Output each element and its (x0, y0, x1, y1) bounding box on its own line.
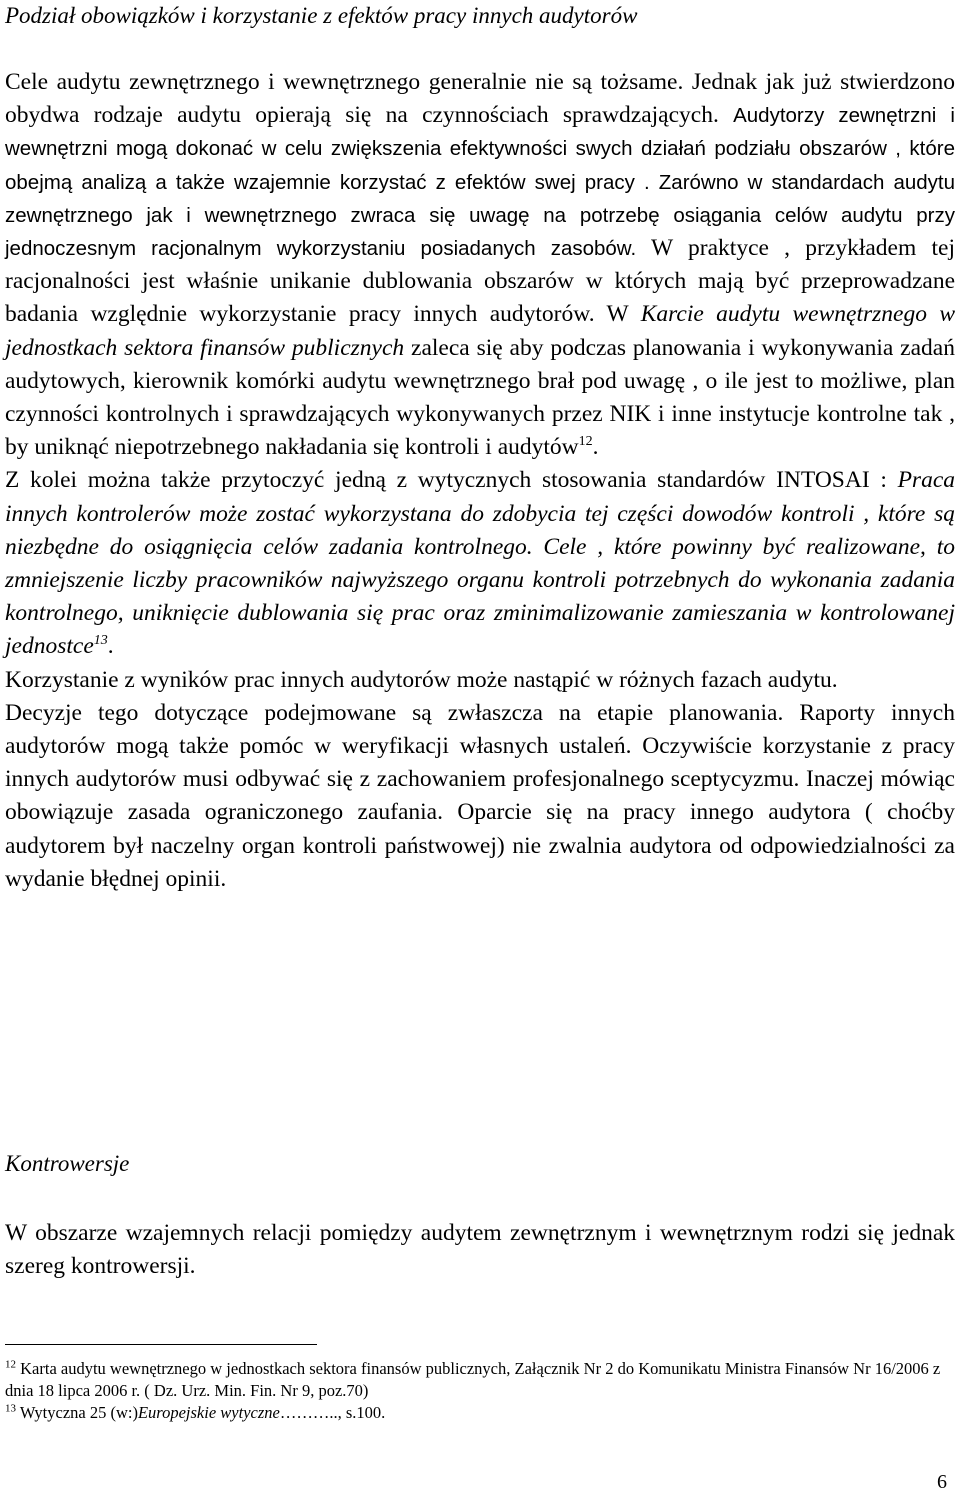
section-heading: Podział obowiązków i korzystanie z efektów pracy innych audytorów (5, 3, 638, 28)
footnote-ref-12[interactable]: 12 (578, 434, 593, 450)
paragraph-2-end: . (107, 633, 114, 660)
paragraph-1-end: . (592, 434, 599, 461)
main-text (5, 66, 955, 896)
paragraph-2-a: Z kolei można także przytoczyć jedną z wytycznych stosowania standardów INTOSAI : (5, 467, 898, 494)
footnote-12-number: 12 (5, 1358, 16, 1371)
footnotes (5, 1358, 955, 1424)
paragraph-1-title-italic: Karcie audytu wewnętrznego w jednostkach sektora finansów publicznych (5, 301, 956, 361)
subheading-kontrowersje: Kontrowersje (5, 1151, 130, 1176)
paragraph-4: Decyzje tego dotyczące podejmowane są zwłaszcza na etapie planowania. Raporty innych audytorów mogą także pomóc w weryfikacji własnych ustaleń. Oczywiście korzystanie z pracy innych audytorów musi odbywać się z zachowaniem profesjonalnego sceptycyzmu. Inaczej mówiąc obowiązuje zasada ograniczonego zaufania. Oparcie się na pracy innego audytora ( choćby audytorem był naczelny organ kontroli państwowej) nie zwalnia audytora od odpowiedzialności za wydanie błędnej opinii. (5, 699, 955, 892)
footnote-13-title: Europejskie wytyczne (137, 1403, 280, 1422)
paragraph-2-quote: Praca innych kontrolerów może zostać wykorzystana do zdobycia tej części dowodów kontroli , które są niezbędne do osiągnięcia celów zadania kontrolnego. Cele , które powinny być realizowane, to zmniejszenie liczby pracowników najwyższego organu kontroli potrzebnych do wykonania zadania kontrolnego, uniknięcie dublowania się prac oraz zminimalizowanie zamieszania w kontrolowanej jednostce (5, 467, 955, 660)
paragraph-1-a: Cele audytu zewnętrznego i wewnętrznego generalnie nie są tożsame. Jednak jak już stwierdzono obydwa rodzaje audytu opierają się na czynnościach sprawdzających. (5, 69, 955, 129)
document-page (5, 0, 955, 1505)
footnote-separator (5, 1344, 317, 1345)
paragraph-1-e: zaleca się aby podczas planowania i wykonywania zadań audytowych, kierownik komórki audytu wewnętrznego brał pod uwagę , o ile jest to możliwe, plan czynności kontrolnych i sprawdzających wykonywanych przez NIK i inne instytucje kontrolne tak , by uniknąć niepotrzebnego nakładania się kontroli i audytów (5, 334, 955, 461)
footnote-13-number: 13 (5, 1402, 16, 1415)
footnote-13 (5, 1402, 955, 1424)
paragraph-1 (5, 66, 955, 464)
paragraph-1-b: Audytorzy zewnętrzni i wewnętrzni mogą dokonać w celu zwiększenia efektywności swych działań podziału obszarów , które obejmą analizą a także wzajemnie korzystać z efektów swej pracy . Zarówno w standardach audytu zewnętrznego jak i wewnętrznego zwraca się uwagę na potrzebę osiągania celów audytu przy jednoczesnym racjonalnym wykorzystaniu posiadanych zasobów. (5, 104, 955, 261)
page-number: 6 (937, 1471, 947, 1493)
paragraph-3: Korzystanie z wyników prac innych audytorów może nastąpić w różnych fazach audytu. (5, 666, 838, 693)
footnote-13-text-c: ……….., s.100. (279, 1403, 386, 1422)
paragraph-5: W obszarze wzajemnych relacji pomiędzy audytem zewnętrznym i wewnętrznym rodzi się jednak szereg kontrowersji. (5, 1220, 955, 1280)
footnote-12 (5, 1358, 955, 1402)
paragraph-1-c: W praktyce , przykładem tej racjonalności jest właśnie unikanie dublowania obszarów w których mają być przeprowadzane badania względnie wykorzystanie pracy innych audytorów. W (5, 235, 955, 328)
footnote-ref-13[interactable]: 13 (93, 633, 108, 649)
paragraph-2 (5, 464, 955, 663)
footnote-12-text: Karta audytu wewnętrznego w jednostkach sektora finansów publicznych, Załącznik Nr 2 do Komunikatu Ministra Finansów Nr 16/2006 z dnia 18 lipca 2006 r. ( Dz. Urz. Min. Fin. Nr 9, poz.70) (5, 1359, 941, 1400)
footnote-13-text-a: Wytyczna 25 (w:) (16, 1403, 138, 1422)
